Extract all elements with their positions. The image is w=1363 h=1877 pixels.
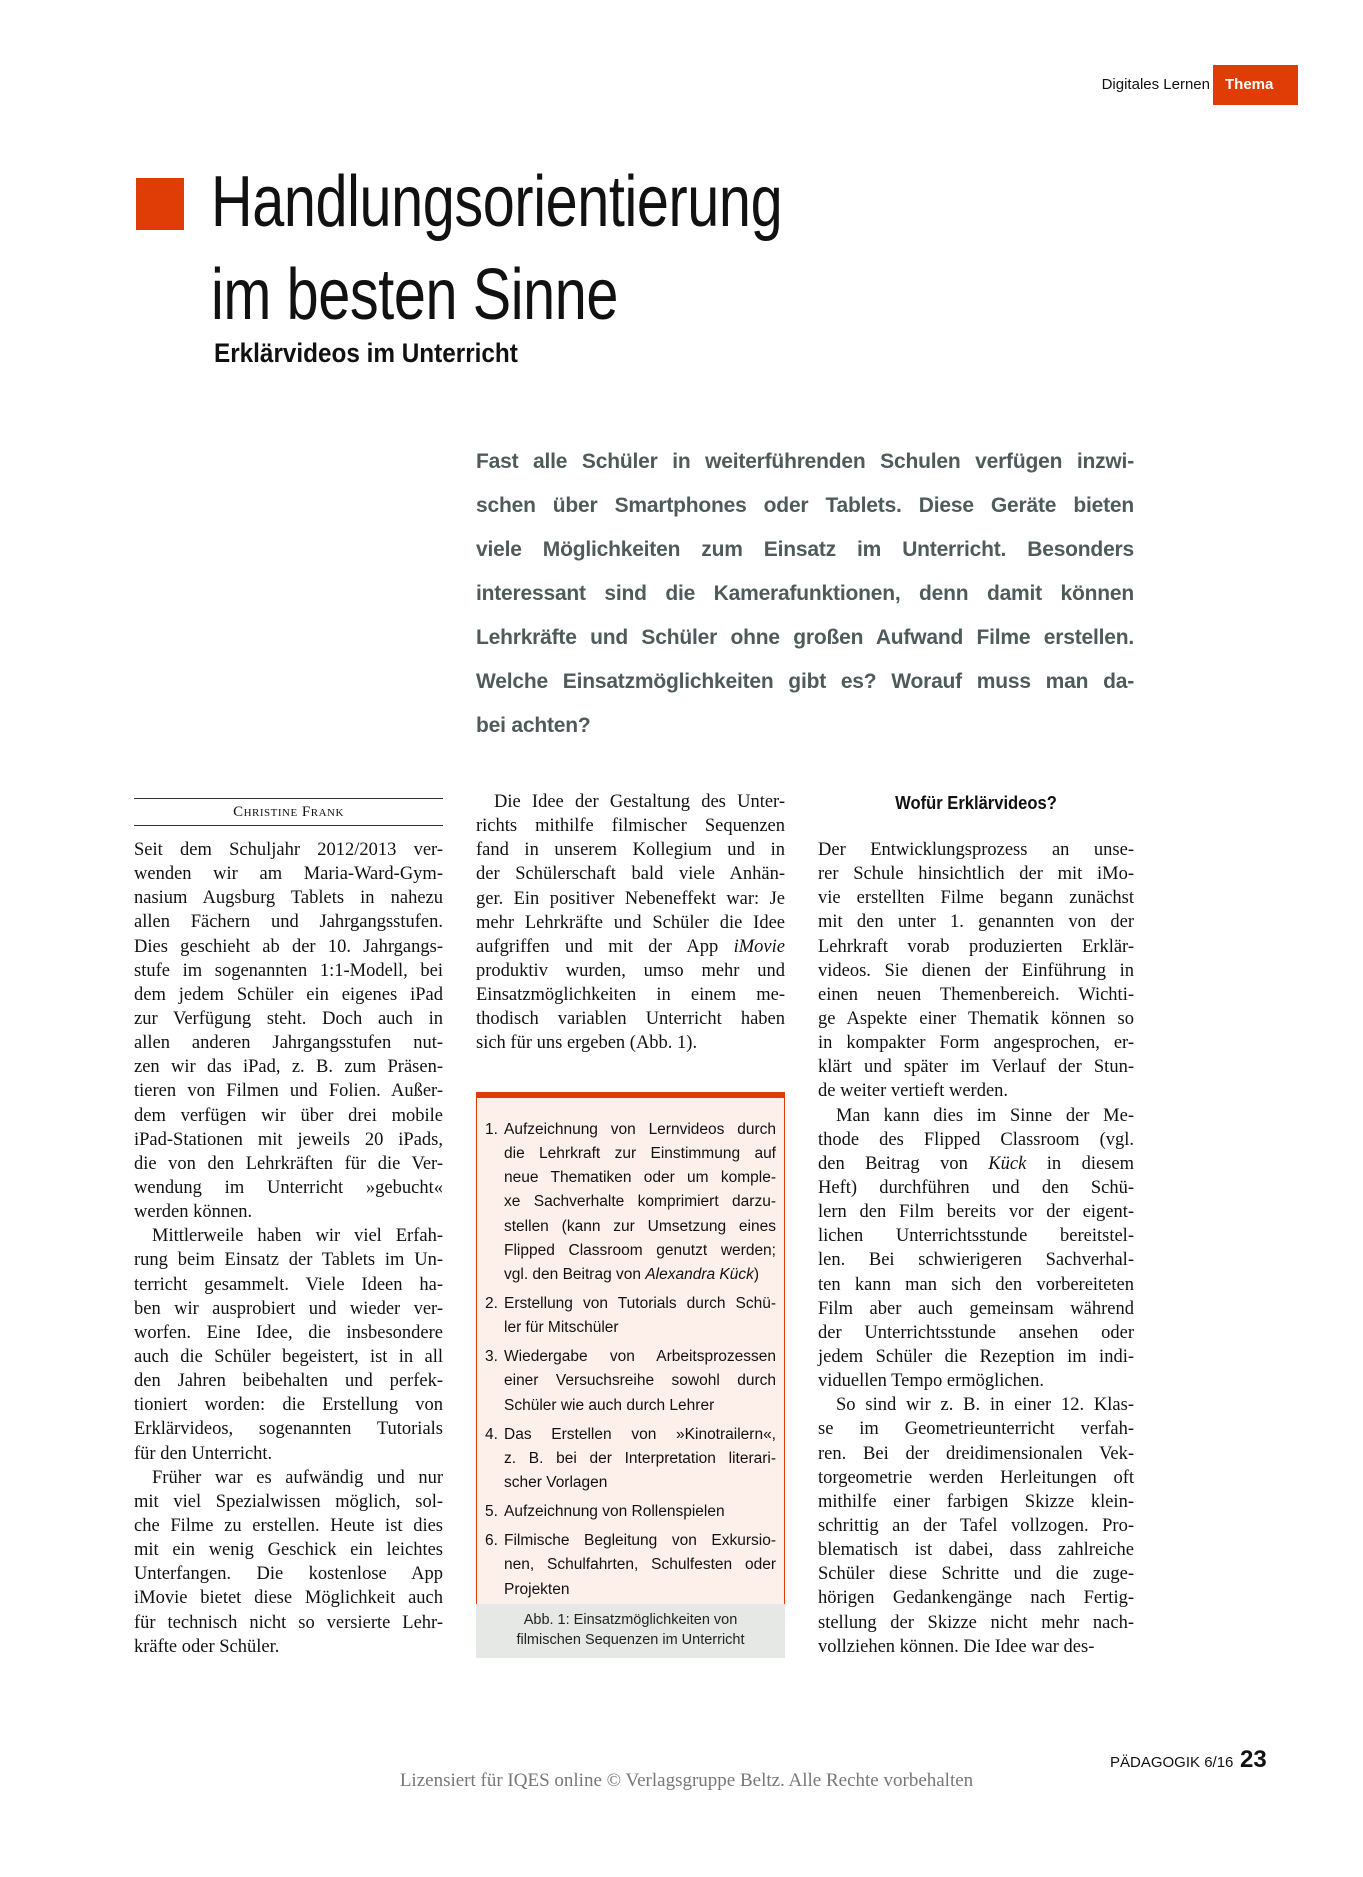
list-item [485, 1423, 776, 1495]
text-line: werden können. [134, 1202, 253, 1223]
title-line-2: im besten Sinne [211, 255, 619, 335]
text-line: videos. Sie dienen der Einführung in [818, 960, 1134, 981]
text-line: Die Idee der Gestaltung des Unter- [494, 792, 785, 812]
text-line: mehr Lehrkräfte und Schüler die Idee [476, 912, 785, 933]
text-line: rer Schule hinsichtlich der mit iMo- [818, 864, 1134, 885]
text-line: thodisch variablen Unterricht haben [476, 1009, 785, 1030]
list-item-line: Filmische Begleitung von Exkursio- [504, 1532, 776, 1550]
list-item [485, 1292, 776, 1340]
paragraph [818, 838, 1134, 1104]
text-line: der Schülerschaft bald viele Anhän- [476, 864, 785, 885]
section-heading: Wofür Erklärvideos? [895, 793, 1057, 813]
text-line: auch die Schüler begeistert, ist in all [134, 1346, 443, 1367]
text-line: Heft) durchführen und den Schü- [818, 1177, 1134, 1198]
paragraph [134, 1466, 443, 1659]
text-line: mithilfe einer farbigen Skizze klein- [818, 1491, 1134, 1512]
text-line: nasium Augsburg Tablets in nahezu [134, 888, 443, 909]
text-line: Der Entwicklungsprozess an unse- [818, 840, 1134, 860]
text-line: Mittlerweile haben wir viel Erfah- [152, 1226, 443, 1247]
text-line: allen Fächern und Jahrgangsstufen. [134, 912, 443, 933]
page-number: 23 [1240, 1746, 1267, 1773]
text-line: So sind wir z. B. in einer 12. Klas- [836, 1395, 1134, 1416]
text-line: dem verfügen wir über drei mobile [134, 1105, 443, 1126]
list-item-line: Projekten [504, 1580, 570, 1598]
text-line: len. Bei schwierigeren Sachverhal- [818, 1250, 1134, 1271]
text-line: hörigen Gedankengänge nach Fertig- [818, 1588, 1134, 1609]
lead-line: schen über Smartphones oder Tablets. Diese Geräte bieten [476, 494, 1134, 517]
text-line: den Jahren beibehalten und perfek- [134, 1371, 443, 1392]
list-item-line: xe Sachverhalte komprimiert darzu- [504, 1193, 776, 1211]
list-item-line: ler für Mitschüler [504, 1319, 619, 1337]
text-line: terricht gesammelt. Viele Ideen ha- [134, 1274, 443, 1295]
text-line: einen neuen Themenbereich. Wichti- [818, 984, 1134, 1005]
figure-box-list [476, 1092, 785, 1604]
paragraph [134, 838, 443, 1224]
text-line: Seit dem Schuljahr 2012/2013 ver- [134, 840, 443, 860]
list-item-number: 4. [485, 1425, 498, 1443]
list-item-line: Schüler wie auch durch Lehrer [504, 1396, 715, 1414]
text-line: tioniert worden: die Erstellung von [134, 1395, 443, 1416]
thema-tag: Thema [1213, 65, 1298, 105]
text-line: dem jedem Schüler ein eigenes iPad [134, 984, 443, 1005]
list-item-line: stellen (kann zur Umsetzung eines [504, 1217, 776, 1235]
list-item [485, 1500, 776, 1524]
title-square-marker [136, 178, 184, 230]
text-line: Schüler diese Schritte und die zuge- [818, 1564, 1134, 1585]
license-notice: Lizensiert für IQES online © Verlagsgruppe Beltz. Alle Rechte vorbehalten [399, 1770, 974, 1791]
text-line: fand in unserem Kollegium und in [476, 840, 785, 861]
list-item-line: Aufzeichnung von Rollenspielen [504, 1503, 725, 1521]
paragraph [818, 1104, 1134, 1394]
list-item-line: Aufzeichnung von Lernvideos durch [504, 1121, 776, 1138]
text-line: richts mithilfe filmischer Sequenzen [476, 816, 785, 837]
text-line: mit ein wenig Geschick ein leichtes [134, 1540, 443, 1561]
text-line: aufgriffen und mit der App iMovie [476, 936, 785, 957]
text-line: sich für uns ergeben (Abb. 1). [476, 1033, 698, 1054]
paragraph [818, 1393, 1134, 1659]
text-line: kräfte oder Schüler. [134, 1636, 280, 1657]
text-line: für technisch nicht so versierte Lehr- [134, 1612, 443, 1633]
text-line: ten kann man sich den vorbereiteten [818, 1274, 1134, 1295]
lead-line: bei achten? [476, 714, 591, 737]
caption-line: filmischen Sequenzen im Unterricht [516, 1632, 745, 1648]
subtitle: Erklärvideos im Unterricht [214, 338, 518, 368]
text-line: für den Unterricht. [134, 1443, 273, 1464]
text-line: produktiv wurden, umso mehr und [476, 960, 785, 981]
text-line: torgeometrie werden Herleitungen oft [818, 1467, 1134, 1488]
text-line: ben wir ausprobiert und wieder ver- [134, 1298, 443, 1319]
text-line: worfen. Eine Idee, die insbesondere [134, 1322, 443, 1343]
text-line: der Unterrichtsstunde ansehen oder [818, 1322, 1134, 1343]
list-item [485, 1345, 776, 1417]
list-item-line: neue Thematiken oder um komple- [504, 1169, 776, 1187]
figure-caption [476, 1604, 785, 1658]
list-item-line: vgl. den Beitrag von Alexandra Kück) [504, 1265, 760, 1283]
list-item-line: Wiedergabe von Arbeitsprozessen [504, 1348, 776, 1366]
caption-line: Abb. 1: Einsatzmöglichkeiten von [523, 1612, 738, 1628]
title-line-1: Handlungsorientierung [211, 162, 783, 242]
text-line: se im Geometrieunterricht verfah- [818, 1419, 1134, 1440]
list-item-number: 1. [485, 1121, 498, 1138]
text-line: Früher war es aufwändig und nur [152, 1467, 443, 1488]
text-line: che Filme zu erstellen. Heute ist dies [134, 1515, 443, 1536]
text-line: de weiter vertieft werden. [818, 1081, 1009, 1102]
list-item-number: 5. [485, 1503, 498, 1521]
text-line: mit den unter 1. genannten von der [818, 912, 1134, 933]
text-line: Man kann dies im Sinne der Me- [836, 1105, 1134, 1126]
text-line: die von den Lehrkräften für die Ver- [134, 1153, 443, 1174]
list-item [485, 1529, 776, 1601]
text-line: ren. Bei der dreidimensionalen Vek- [818, 1443, 1134, 1464]
text-line: zen wir das iPad, z. B. zum Präsen- [134, 1057, 443, 1078]
text-line: blematisch ist dabei, dass zahlreiche [818, 1540, 1134, 1561]
lead-line: Fast alle Schüler in weiterführenden Schulen verfügen inzwi- [476, 450, 1134, 473]
emphasis: Alexandra Kück [645, 1265, 754, 1283]
text-line: Film aber auch gemeinsam während [818, 1298, 1134, 1319]
text-line: wendung im Unterricht »gebucht« [134, 1177, 443, 1198]
author-byline: Christine Frank [134, 798, 443, 826]
text-line: vie erstellten Filme begann zunächst [818, 888, 1134, 909]
text-line: lern den Film bereits vor der eigent- [818, 1202, 1134, 1223]
text-line: Dies geschieht ab der 10. Jahrgangs- [134, 936, 443, 957]
text-line: lichen Unterrichtsstunde bereitstel- [818, 1226, 1134, 1247]
list-item-line: Erstellung von Tutorials durch Schü- [504, 1294, 776, 1312]
lead-line: Lehrkräfte und Schüler ohne großen Aufwand Filme erstellen. [476, 626, 1134, 649]
text-line: vollziehen können. Die Idee war des- [818, 1636, 1095, 1657]
text-line: viduellen Tempo ermöglichen. [818, 1371, 1044, 1392]
text-line: wenden wir am Maria-Ward-Gym- [134, 864, 443, 885]
text-line: stufe im sogenannten 1:1-Modell, bei [134, 960, 443, 981]
list-item-number: 2. [485, 1294, 498, 1312]
list-item-line: z. B. bei der Interpretation literari- [504, 1449, 776, 1467]
paragraph [134, 1224, 443, 1465]
lead-line: viele Möglichkeiten zum Einsatz im Unterricht. Besonders [476, 538, 1134, 561]
text-line: ge Aspekte einer Thematik können so [818, 1008, 1134, 1029]
journal-issue: PÄDAGOGIK 6/16 [1110, 1754, 1234, 1771]
emphasis: iMovie [733, 936, 785, 957]
lead-paragraph [476, 440, 1134, 748]
list-item-line: die Lehrkraft zur Einstimmung auf [504, 1145, 776, 1163]
list-item [485, 1118, 776, 1287]
text-line: ger. Ein positiver Nebeneffekt war: Je [476, 888, 785, 909]
lead-line: Welche Einsatzmöglichkeiten gibt es? Worauf muss man da- [476, 670, 1134, 693]
text-line: zur Verfügung steht. Doch auch in [134, 1008, 443, 1029]
text-line: Unterfangen. Die kostenlose App [134, 1564, 443, 1585]
list-item-line: Flipped Classroom genutzt werden; [504, 1241, 776, 1259]
text-line: stellung der Skizze nicht mehr nach- [818, 1612, 1134, 1633]
text-line: iPad-Stationen mit jeweils 20 iPads, [134, 1129, 443, 1150]
list-item-line: scher Vorlagen [504, 1473, 608, 1491]
text-line: iMovie bietet diese Möglichkeit auch [134, 1588, 443, 1609]
text-line: tieren von Filmen und Folien. Außer- [134, 1081, 443, 1102]
emphasis: Kück [988, 1153, 1027, 1174]
text-line: Lehrkraft vorab produzierten Erklär- [818, 936, 1134, 957]
lead-line: interessant sind die Kamerafunktionen, denn damit können [476, 582, 1134, 605]
text-line: thode des Flipped Classroom (vgl. [818, 1129, 1134, 1150]
text-line: klärt und später im Verlauf der Stun- [818, 1057, 1134, 1078]
text-line: schrittig an der Tafel vollzogen. Pro- [818, 1515, 1134, 1536]
column-3 [818, 838, 1134, 1659]
text-line: den Beitrag von Kück in diesem [818, 1153, 1134, 1174]
text-line: in kompakter Form angesprochen, er- [818, 1033, 1134, 1054]
text-line: rung beim Einsatz der Tablets im Un- [134, 1250, 443, 1271]
text-line: allen anderen Jahrgangsstufen nut- [134, 1033, 443, 1054]
text-line: Einsatzmöglichkeiten in einem me- [476, 985, 785, 1006]
list-item-number: 6. [485, 1532, 498, 1550]
text-line: jedem Schüler die Rezeption im indi- [818, 1346, 1134, 1367]
section-label: Digitales Lernen [1101, 76, 1210, 93]
text-line: Erklärvideos, sogenannten Tutorials [134, 1419, 443, 1440]
text-line: mit viel Spezialwissen möglich, sol- [134, 1491, 443, 1512]
column-2 [476, 790, 785, 1056]
column-1 [134, 838, 443, 1659]
paragraph [476, 790, 785, 1056]
list-item-line: einer Versuchsreihe sowohl durch [504, 1372, 776, 1390]
list-item-line: nen, Schulfahrten, Schulfesten oder [504, 1556, 776, 1574]
list-item-line: Das Erstellen von »Kinotrailern«, [504, 1425, 776, 1443]
list-item-number: 3. [485, 1348, 498, 1366]
